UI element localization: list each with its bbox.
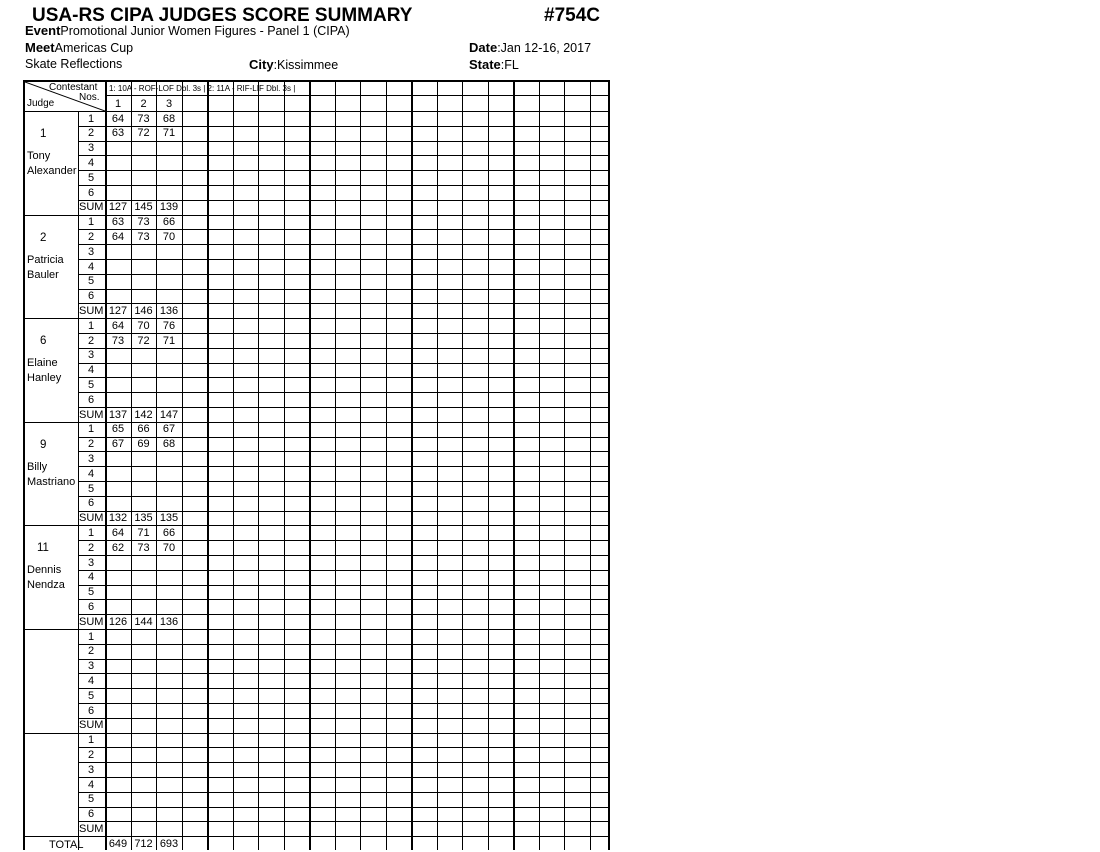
score-cell: 66 xyxy=(162,216,176,229)
total-cell: 649 xyxy=(108,838,128,851)
row-number: 3 xyxy=(88,556,95,569)
row-number: 1 xyxy=(88,112,95,125)
row-number: 4 xyxy=(88,260,95,273)
state-value: FL xyxy=(504,58,519,72)
contestant-label: Contestant xyxy=(49,82,98,93)
row-line xyxy=(78,659,610,660)
form-code: #754C xyxy=(544,5,600,26)
contestant-number: 2 xyxy=(140,98,147,110)
judge-number: 1 xyxy=(40,128,47,140)
sum-cell: 142 xyxy=(134,408,153,421)
row-line xyxy=(78,718,610,719)
judge-last-name: Mastriano xyxy=(27,475,76,488)
row-number: 1 xyxy=(88,319,95,332)
row-number: 5 xyxy=(88,586,95,599)
score-cell: 70 xyxy=(162,230,176,243)
row-number: 4 xyxy=(88,467,95,480)
score-cell: 69 xyxy=(137,438,150,451)
score-cell: 64 xyxy=(111,112,125,125)
row-number: 6 xyxy=(88,808,95,821)
sum-cell: 127 xyxy=(108,304,128,317)
score-cell: 68 xyxy=(162,438,176,451)
row-number: 4 xyxy=(88,571,95,584)
row-number: 3 xyxy=(88,142,95,155)
score-cell: 66 xyxy=(137,423,150,436)
score-cell: 76 xyxy=(162,319,176,332)
row-number: 2 xyxy=(88,230,95,243)
contestant-number: 1 xyxy=(114,98,122,110)
row-number: 2 xyxy=(88,645,95,658)
event-label: Event xyxy=(25,23,61,38)
score-cell: 64 xyxy=(111,319,125,332)
event-line xyxy=(25,23,350,38)
row-number: 6 xyxy=(88,704,95,717)
row-line xyxy=(78,644,610,645)
score-cell: 71 xyxy=(162,127,176,140)
row-number: 5 xyxy=(88,482,95,495)
row-line xyxy=(78,289,610,290)
block-line xyxy=(25,629,610,630)
row-line xyxy=(78,821,610,822)
row-number: 3 xyxy=(88,245,95,258)
judge-last-name: Bauler xyxy=(27,268,59,281)
row-number: 5 xyxy=(88,378,95,391)
row-line xyxy=(78,155,610,156)
row-number: 6 xyxy=(88,290,95,303)
state-label: State xyxy=(469,57,501,72)
sum-cell: 126 xyxy=(108,615,128,628)
row-line xyxy=(78,555,610,556)
score-cell: 73 xyxy=(137,541,150,554)
row-number: 5 xyxy=(88,171,95,184)
row-line xyxy=(78,747,610,748)
judge-number: 9 xyxy=(40,438,47,451)
row-line xyxy=(78,259,610,260)
city-label: City xyxy=(249,57,274,72)
meet-label: Meet xyxy=(25,40,55,55)
row-number: 3 xyxy=(88,660,95,673)
judge-first-name: Dennis xyxy=(27,564,62,577)
row-line xyxy=(78,792,610,793)
sum-cell: 137 xyxy=(108,408,128,421)
block-line xyxy=(25,733,610,734)
row-line xyxy=(78,170,610,171)
row-number: 5 xyxy=(88,275,95,288)
row-line xyxy=(78,777,610,778)
row-line xyxy=(78,807,610,808)
score-cell: 72 xyxy=(137,127,150,140)
row-number: 1 xyxy=(88,423,95,436)
row-line xyxy=(78,274,610,275)
row-number: 3 xyxy=(88,349,95,362)
row-number: 5 xyxy=(88,793,95,806)
judge-number: 11 xyxy=(37,542,49,555)
row-number: 3 xyxy=(88,452,95,465)
score-cell: 66 xyxy=(162,526,176,539)
row-line xyxy=(78,377,610,378)
score-cell: 73 xyxy=(137,112,150,125)
judge-last-name: Nendza xyxy=(27,579,65,592)
row-line xyxy=(78,451,610,452)
score-cell: 67 xyxy=(111,438,125,451)
sum-label: SUM xyxy=(79,512,104,525)
sum-cell: 145 xyxy=(134,201,153,214)
row-number: 4 xyxy=(88,674,95,687)
sum-cell: 135 xyxy=(134,512,153,525)
row-line xyxy=(78,673,610,674)
sum-cell: 127 xyxy=(108,201,128,214)
sum-cell: 139 xyxy=(159,201,179,214)
score-cell: 70 xyxy=(162,541,176,554)
score-cell: 71 xyxy=(162,334,176,347)
row-number: 1 xyxy=(88,216,95,229)
row-number: 1 xyxy=(88,734,95,747)
score-cell: 63 xyxy=(111,127,125,140)
row-number: 2 xyxy=(88,334,95,347)
total-label: TOTAL xyxy=(49,839,84,852)
row-line xyxy=(78,703,610,704)
row-number: 6 xyxy=(88,393,95,406)
meet-line xyxy=(25,40,133,55)
row-line xyxy=(78,585,610,586)
score-cell: 64 xyxy=(111,230,125,243)
score-cell: 73 xyxy=(137,230,150,243)
row-number: 2 xyxy=(88,438,95,451)
sum-cell: 136 xyxy=(159,304,179,317)
score-cell: 64 xyxy=(111,526,125,539)
row-number: 6 xyxy=(88,186,95,199)
row-number: 6 xyxy=(88,497,95,510)
city-line: City:Kissimmee xyxy=(249,57,339,72)
sum-cell: 147 xyxy=(159,408,179,421)
judge-label: Judge xyxy=(27,98,55,109)
judge-first-name: Tony xyxy=(27,150,51,162)
row-line xyxy=(78,185,610,186)
row-number: 2 xyxy=(88,541,95,554)
sum-label: SUM xyxy=(79,304,104,317)
row-line xyxy=(78,688,610,689)
sum-cell: 132 xyxy=(108,512,128,525)
score-cell: 62 xyxy=(111,541,125,554)
row-line xyxy=(105,95,610,96)
row-line xyxy=(78,244,610,245)
row-line xyxy=(78,392,610,393)
row-line xyxy=(78,481,610,482)
score-cell: 72 xyxy=(137,334,150,347)
row-line xyxy=(78,141,610,142)
row-number: 4 xyxy=(88,364,95,377)
row-line xyxy=(78,363,610,364)
sum-cell: 144 xyxy=(134,615,153,628)
row-number: 5 xyxy=(88,689,95,702)
row-number: 2 xyxy=(88,127,95,140)
sum-label: SUM xyxy=(79,615,104,628)
row-number: 4 xyxy=(88,778,95,791)
judge-number: 2 xyxy=(40,231,47,244)
score-cell: 68 xyxy=(162,112,176,125)
row-line xyxy=(78,599,610,600)
row-number: 2 xyxy=(88,748,95,761)
total-line xyxy=(25,836,610,837)
score-cell: 73 xyxy=(111,334,125,347)
score-cell: 67 xyxy=(162,423,176,436)
sum-label: SUM xyxy=(79,408,104,421)
club-name: Skate Reflections xyxy=(25,57,123,71)
score-table xyxy=(23,80,610,850)
judge-first-name: Billy xyxy=(27,460,48,473)
sum-label: SUM xyxy=(79,201,104,214)
row-line xyxy=(78,762,610,763)
sum-label: SUM xyxy=(79,822,104,835)
total-cell: 712 xyxy=(134,838,153,851)
row-line xyxy=(78,496,610,497)
row-line xyxy=(78,348,610,349)
row-number: 1 xyxy=(88,630,95,643)
sum-cell: 146 xyxy=(134,304,153,317)
event-value: Promotional Junior Women Figures - Panel 1 (CIPA) xyxy=(60,24,350,38)
sum-cell: 135 xyxy=(159,512,179,525)
sum-cell: 136 xyxy=(159,615,179,628)
score-cell: 70 xyxy=(137,319,150,332)
meet-value: Americas Cup xyxy=(54,41,134,55)
judge-first-name: Patricia xyxy=(27,253,64,266)
row-line xyxy=(78,570,610,571)
date-value: Jan 12-16, 2017 xyxy=(500,41,592,55)
row-number: 3 xyxy=(88,763,95,776)
page-title: USA-RS CIPA JUDGES SCORE SUMMARY xyxy=(32,5,413,26)
score-cell: 71 xyxy=(137,526,150,539)
score-cell: 63 xyxy=(111,216,125,229)
score-cell: 73 xyxy=(137,216,150,229)
city-value: Kissimmee xyxy=(277,58,339,72)
total-cell: 693 xyxy=(159,838,179,851)
date-line: Date:Jan 12-16, 2017 xyxy=(469,40,592,55)
state-line: State:FL xyxy=(469,57,519,72)
row-number: 4 xyxy=(88,156,95,169)
sum-label: SUM xyxy=(79,719,104,732)
contestant-number: 3 xyxy=(165,98,173,110)
row-line xyxy=(78,466,610,467)
judge-number: 6 xyxy=(40,335,47,348)
judge-last-name: Alexander xyxy=(27,165,77,177)
judge-first-name: Elaine xyxy=(27,357,58,370)
score-cell: 65 xyxy=(111,423,125,436)
row-number: 1 xyxy=(88,526,95,539)
date-label: Date xyxy=(469,40,498,55)
judge-last-name: Hanley xyxy=(27,372,62,385)
row-number: 6 xyxy=(88,600,95,613)
figures-label: 1: 10A - ROF-LOF Dbl. 3s | 2: 11A - RIF-LIF Dbl. 3s | xyxy=(109,84,296,93)
nos-label: Nos. xyxy=(79,92,100,103)
